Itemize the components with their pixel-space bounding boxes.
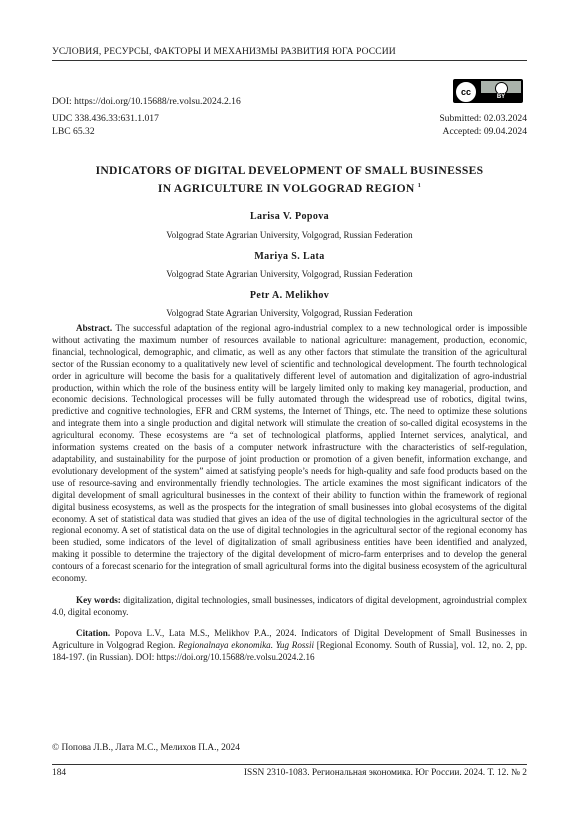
keywords-paragraph xyxy=(52,595,527,619)
title-footnote-marker: 1 xyxy=(417,183,422,190)
page-number: 184 xyxy=(52,768,67,778)
title-line-2-text: IN AGRICULTURE IN VOLGOGRAD REGION xyxy=(157,182,415,195)
author-name: Mariya S. Lata xyxy=(254,251,325,262)
author-name: Petr A. Melikhov xyxy=(249,290,330,301)
lbc-code: LBC 65.32 xyxy=(52,126,95,137)
author-name: Larisa V. Popova xyxy=(249,211,330,222)
footer-rule xyxy=(52,764,527,765)
citation-text-authors: Popova L.V., Lata M.S., Melikhov P.A., 2024. Indicators of Digital Development of Small Businesses in Agriculture in Volgograd Region. xyxy=(52,628,527,650)
abstract-label: Abstract. xyxy=(76,323,113,333)
article-title-line-1: INDICATORS OF DIGITAL DEVELOPMENT OF SMALL BUSINESSES xyxy=(95,164,484,177)
abstract-text: The successful adaptation of the regional agro-industrial complex to a new technological order is impossible without activating the maximum number of resources available to national agriculture: management, production, economic, financial, technological, demographic, and climatic, as well as any other factors that stimulate the transition of the agricultural sector of the Russian economy to a qualitatively new level of scientific and technological development. The fourth technological order in agriculture will become the basis for a qualitatively different level of automation and digitalization of agro-industrial production, within which the role of the business entity will be largely limited only to making key managerial, production, and economic decisions. Technological processes will be fully automated through the widespread use of robotics, digital twins, predictive and cognitive technologies, EFR and CRM systems, the Internet of Things, etc. The need to optimize these solutions and integrate them into a single production and digital network will stimulate the creation of so-called digital ecosystems in the agricultural economy. These ecosystems are “a set of technological platforms, applied Internet services, analytical, and information systems created on the basis of a computer network infrastructure with the characteristics of self-regulation, adaptability, and sustainability for the purpose of joint production or promotion of a given benefit, information exchange, and evolutionary development of the system” aimed at satisfying people’s needs for high-quality and safe food products based on the use of resource-saving and environmentally friendly technologies. The article examines the most significant indicators of the digital development of small agricultural businesses in the context of their ability to function within the framework of regional digital business ecosystems, as well as the prospects for the integration of small businesses into global ecosystems of the digital economy. A set of statistical data was studied that gives an idea of the use of digital technologies in the agricultural sector of the regional economy. A set of statistical data on the use of digital technologies in the agricultural sector of the regional economy has been studied, some indicators of the level of digitalization of small agribusiness entities have been identified and analyzed, making it possible to determine the trajectory of the digital development of micro-farm enterprises and to develop the general contours of a forecast scenario for the integration of small agricultural forms into the digital business ecosystem of the agricultural economy. xyxy=(52,323,528,584)
citation-text-details: [Regional Economy. South of Russia], vol. 12, no. 2, pp. 184-197. (in Russian). DOI: https://doi.org/10.15688/re.volsu.2024.2.16 xyxy=(52,639,527,662)
cc-by-panel xyxy=(481,81,521,101)
author-affiliation: Volgograd State Agrarian University, Volgograd, Russian Federation xyxy=(166,230,413,240)
accepted-date: Accepted: 09.04.2024 xyxy=(442,126,527,137)
citation-paragraph xyxy=(52,628,527,664)
copyright-notice: © Попова Л.В., Лата М.С., Мелихов П.А., 2024 xyxy=(52,743,240,753)
header-rule xyxy=(52,60,527,61)
doi-line[interactable]: DOI: https://doi.org/10.15688/re.volsu.2024.2.16 xyxy=(52,96,241,107)
running-head: УСЛОВИЯ, РЕСУРСЫ, ФАКТОРЫ И МЕХАНИЗМЫ РАЗВИТИЯ ЮГА РОССИИ xyxy=(52,46,396,57)
keywords-label: Key words: xyxy=(76,595,121,605)
author-affiliation: Volgograd State Agrarian University, Volgograd, Russian Federation xyxy=(166,269,413,279)
article-title-line-2 xyxy=(52,182,527,195)
author-affiliation: Volgograd State Agrarian University, Volgograd, Russian Federation xyxy=(166,308,413,318)
issn-line: ISSN 2310-1083. Региональная экономика. Юг России. 2024. Т. 12. № 2 xyxy=(243,768,527,778)
keywords-text: digitalization, digital technologies, small businesses, indicators of digital development, agroindustrial complex 4.0, digital economy. xyxy=(52,595,527,617)
udc-code: UDC 338.436.33:631.1.017 xyxy=(52,113,159,124)
cc-by-license-badge[interactable] xyxy=(453,79,523,103)
cc-by-label: BY xyxy=(481,93,521,101)
citation-label: Citation. xyxy=(76,628,111,638)
cc-logo-icon: cc xyxy=(455,81,477,103)
abstract-paragraph xyxy=(52,323,527,585)
citation-journal: Regionalnaya ekonomika. Yug Rossii xyxy=(178,639,315,650)
submitted-date: Submitted: 02.03.2024 xyxy=(439,113,527,124)
